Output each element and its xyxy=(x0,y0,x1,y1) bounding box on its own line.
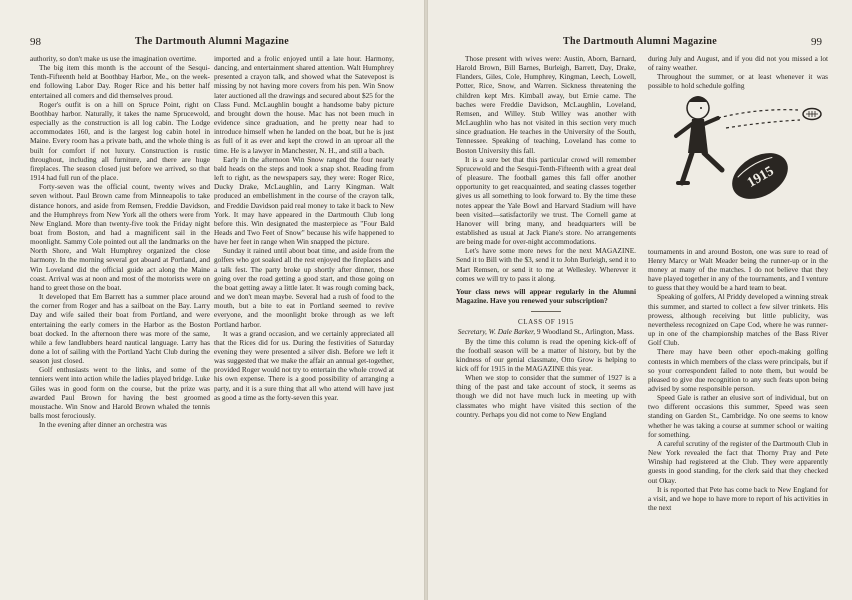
paragraph: Throughout the summer, or at least whenever it was possible to hold schedule golfing xyxy=(648,72,828,91)
paragraph: Those present with wives were: Austin, Aborn, Barnard, Harold Brown, Bill Barnes, Burleigh, Barrett, Day, Drake, Flanders, Giles, Cole, Humphrey, Kingman, Leech, Lowell, Potter, Rice, Snow, and Warren. Sickness threatening the children kept Mrs. Kimball away, but Ernie came. The baches were Freddie Davidson, McLaughlin, Loveland, Remsen, and Willey. Stub Willey was another with McLaughlin who has not visited in this section very much since graduation. He teaches in the University of the South, Tennessee. Speaking of teaching, Loveland has come to Boston University this fall. xyxy=(456,54,636,155)
left-page-header xyxy=(0,36,424,50)
paragraph: When we stop to consider that the summer of 1927 is a thing of the past and take account of stock, it seems as though we did not have much luck in meeting up with classmates who might have visited this section of the country. Perhaps you did not come to New England xyxy=(456,373,636,419)
magazine-title-right: The Dartmouth Alumni Magazine xyxy=(563,36,717,47)
paragraph: tournaments in and around Boston, one was sure to read of Henry Marcy or Walt Meader being the runner-up or in the money at many of the matches. I do not believe that they have played together in any of the tournaments, and I venture to guess that they would be a hard team to beat. xyxy=(648,246,828,293)
paragraph: Sunday it rained until about boat time, and aside from the golfers who got soaked all the rest enjoyed the fireplaces and a talk fest. The party broke up shortly after dinner, those going over the road getting a good start, and those going on the boat getting away a little later. It was rough coming back, and we don't mean maybe. Several had a rush of food to the mouth, but a bite to eat in Portland seemed to revive everyone, and the moonlight broke through as we left Portland harbor. xyxy=(214,246,394,329)
class-heading: CLASS OF 1915 xyxy=(517,318,575,327)
paragraph: Roger's outfit is on a hill on Spruce Point, right on Boothbay harbor. Naturally, it takes the name Sprucewold, especially as the construction is all log cabin. The Lodge accommodates 160, and is the largest log cabin hotel in Maine. Every room has a private bath, and the whole thing is built for comfort if not luxury. Construction is rustic throughout, including all furniture, and there are huge fireplaces. The season closed just before we arrived, so that 1914 had full run of the place. xyxy=(30,99,210,183)
paragraph: Let's have some more news for the next MAGAZINE. Send it to Bill with the $3, send it to John Burleigh, send it to Mart Remsen, or send it to me at Wellesley. Wherever it comes we will try to pass it along. xyxy=(456,246,636,283)
page-number-left: 98 xyxy=(30,36,41,48)
football-kicker-cartoon xyxy=(648,78,833,208)
left-column-2 xyxy=(214,54,394,402)
paragraph: It is a sure bet that this particular crowd will remember Sprucewold and the Sesqui-Tenth-Fifteenth with a great deal of pleasure. The football games this fall offer another opportunity to get reacquainted, and seating classes together gives us all something to look forward to. By the time these notes appear the Yale Bowl and Harvard Stadium will have been visited—satisfactorily we trust. The Cornell game at Hanover will bring many, and headquarters will be established as usual at Jack Piane's store. No arrangements are being made for over-night accommodations. xyxy=(456,154,636,247)
cartoon-ball-label: 1915 xyxy=(744,163,777,191)
paragraph: It was a grand occasion, and we certainly appreciated all that the Rices did for us. During the festivities of Saturday evening they were presented a silver dish. Before we left it was suggested that we make the affair an annual get-together, provided Roger would not try to entertain the whole crowd at his own expense. There is a good possibility of arranging a party, and it is a sure thing that all who attend will have just as good a time as the forty-seven this year. xyxy=(214,328,394,402)
paragraph: There may have been other epoch-making golfing contests in which members of the class were principals, but if so your correspondent failed to note them, but would be pleased to give due recognition to any such feats upon being advised by some responsible person. xyxy=(648,347,828,393)
paragraph: The big item this month is the account of the Sesqui-Tenth-Fifteenth held at Boothbay Harbor, Me., on the week-end following Labor Day. Roger Rice and his better half entertained all comers and did themselves proud. xyxy=(30,63,210,100)
paragraph: Speaking of golfers, Al Priddy developed a winning streak this summer, and started to collect a few silver trinkets. His prowess, although receiving but little publicity, was nevertheless recognized on Cape Cod, where he was runner-up in one of the championship matches of the Bass River Golf Club. xyxy=(648,292,828,348)
right-column-1 xyxy=(456,54,636,419)
secretary-name: Secretary, W. Dale Barker, xyxy=(457,327,536,337)
paragraph: Golf enthusiasts went to the links, and some of the tenniers went into action while the ladies played bridge. Luke Giles was in good form on the course, but the prize was awarded Paul Brown for having the best groomed moustache. Win Snow and Harold Brown whaled the tennis balls most ferociously. xyxy=(30,365,210,421)
page-number-right: 99 xyxy=(811,36,822,48)
section-divider xyxy=(531,311,561,312)
left-column-1 xyxy=(30,54,210,429)
paragraph: It is reported that Pete has come back to New England for a visit, and we hope to have more to report of his activities in the next xyxy=(648,484,828,512)
secretary-address: 9 Woodland St., Arlington, Mass. xyxy=(536,327,635,337)
paragraph: imported and a frolic enjoyed until a late hour. Harmony, dancing, and entertainment shared attention. Walt Humphrey presented a crayon talk, and showed what the Satevepost is missing by not having more covers from his pen. Win Snow later auctioned all the drawings and secured about $25 for the Class Fund. McLaughlin bought a handsome baby picture and brought down the house. Mac has not been much in evidence since graduation, and he pretty near had to introduce himself when he landed on the boat, but he is just as full of it as ever and kept the crowd in an uproar all the time. He is a lawyer in Manchester, N. H., and still a bach. xyxy=(214,54,394,155)
left-page xyxy=(0,0,424,600)
subscription-notice: Your class news will appear regularly in the Alumni Magazine. Have you renewed your subscription? xyxy=(456,286,636,306)
paragraph: By the time this column is read the opening kick-off of the football season will be a matter of history, but by the kindness of our genial classmate, Otto Grow is helping to kick off for 1915 in the MAGAZINE this year. xyxy=(456,336,636,373)
paragraph: Early in the afternoon Win Snow ranged the four nearly bald heads on the steps and took a snap shot. Reading from left to right, as the newspapers say, they were: Roger Rice, Ducky Drake, McLaughlin, and Larry Kingman. Walt produced an embellishment in the course of the crayon talk, and Freddie Davidson paid real money to take it back to New York. It may have appeared in the Dartmouth Club long before this. Win designated the masterpiece as "Four Bald Heads and Two Feet of Snow" because his wife happened to have her feet in range when Win snapped the picture. xyxy=(214,154,394,247)
paragraph: In the evening after dinner an orchestra was xyxy=(39,420,167,430)
paragraph: It developed that Em Barrett has a summer place around the corner from Roger and has a sailboat on the Bay. Larry Day and wife sailed their boat from Portland, and were entertaining the early comers in the Harbor as the Boston boat docked. In the afternoon there was more of the same, while a few landlubbers heard nautical language. Larry has done a lot of sailing with the Portland Yacht Club during the season just closed. xyxy=(30,292,210,366)
right-page xyxy=(428,0,852,600)
paragraph: A careful scrutiny of the register of the Dartmouth Club in New York revealed the fact that Thorny Pray and Pete Winship had registered at the Club. They were apparently guests in good standing, for the clerk said that they checked out Okay. xyxy=(648,438,828,485)
paragraph: Speed Gale is rather an elusive sort of individual, but on two different occasions this summer, Speed was seen standing on Garden St., Cambridge. No one seems to know whether he was taking a course at summer school or waiting for something. xyxy=(648,393,828,439)
magazine-title-left: The Dartmouth Alumni Magazine xyxy=(135,36,289,47)
paragraph: Forty-seven was the official count, twenty wives and seven without. Paul Brown came from Minneapolis to take distance honors, and aside from Remsen, Freddie Davidson, and the Humphreys from New York all the others were from New England. More than twenty-five took the Friday night boat from Boston, and had a magnificent sail in the moonlight. Sammy Cole pointed out all the landmarks on the North Shore, and Walt Humphrey organized the close harmony. In the morning several got aboard at Portland, and Win Loveland did the official guide act along the Maine coast. Arrival was at noon and most of the motorists were on hand to greet those on the boat. xyxy=(30,182,210,292)
secretary-line xyxy=(456,327,636,336)
paragraph: during July and August, and if you did not you missed a lot of rainy weather. xyxy=(648,54,828,73)
right-page-header xyxy=(428,36,852,50)
paragraph: authority, so don't make us use the imagination overtime. xyxy=(30,54,197,63)
